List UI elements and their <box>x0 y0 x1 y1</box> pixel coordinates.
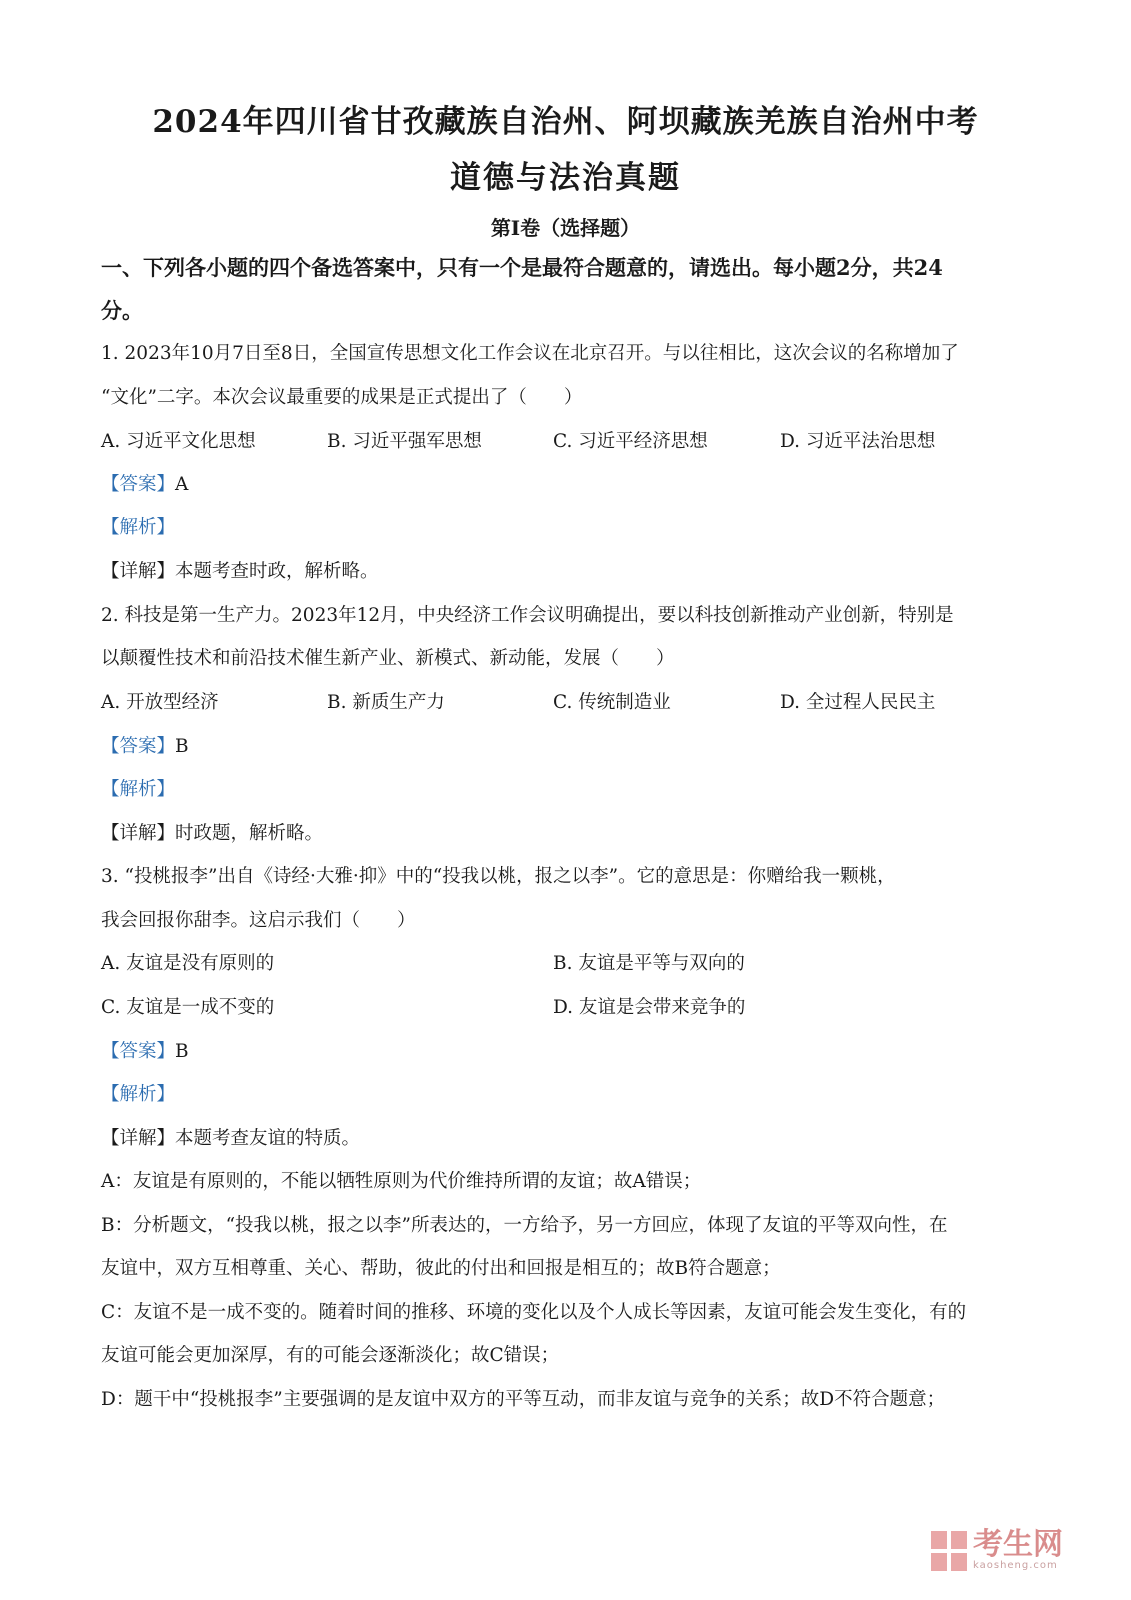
q1-option-b: B. 习近平强军思想 <box>327 431 482 452</box>
q3-explain-line: 友谊中，双方互相尊重、关心、帮助，彼此的付出和回报是相互的；故B符合题意； <box>101 1258 781 1279</box>
q3-explain-line: C：友谊不是一成不变的。随着时间的推移、环境的变化以及个人成长等因素，友谊可能会发生变化，有的 <box>101 1302 967 1323</box>
answer-value: A <box>175 474 189 495</box>
q3-explain-line: B：分析题文，“投我以桃，报之以李”所表达的，一方给予，另一方回应，体现了友谊的平等双向性，在 <box>101 1215 948 1236</box>
q3-explain-line: A：友谊是有原则的，不能以牺牲原则为代价维持所谓的友谊；故A错误； <box>101 1171 702 1192</box>
section-instruction-2: 分。 <box>101 298 143 323</box>
q2-stem-line-2: 以颠覆性技术和前沿技术催生新产业、新模式、新动能，发展（ ） <box>101 648 675 669</box>
q1-option-d: D. 习近平法治思想 <box>780 431 936 452</box>
q2-detail: 【详解】时政题，解析略。 <box>101 823 324 844</box>
answer-tag: 【答案】 <box>101 736 176 757</box>
q3-option-d: D. 友谊是会带来竞争的 <box>553 997 746 1018</box>
analysis-tag: 【解析】 <box>101 1084 176 1105</box>
q1-stem-line-2: “文化”二字。本次会议最重要的成果是正式提出了（ ） <box>101 387 583 408</box>
q3-analysis <box>101 1082 1031 1108</box>
q3-detail: 【详解】本题考查友谊的特质。 <box>101 1128 361 1149</box>
q2-option-c: C. 传统制造业 <box>553 692 671 713</box>
q3-explain-line: 友谊可能会更加深厚，有的可能会逐渐淡化；故C错误； <box>101 1345 560 1366</box>
q2-option-b: B. 新质生产力 <box>327 692 445 713</box>
q3-stem-line-1: 3. “投桃报李”出自《诗经·大雅·抑》中的“投我以桃，报之以李”。它的意思是：你赠给我一颗桃， <box>101 866 896 887</box>
analysis-tag: 【解析】 <box>101 517 176 538</box>
volume-heading: 第Ⅰ卷（选择题） <box>490 216 641 240</box>
q2-option-d: D. 全过程人民民主 <box>780 692 936 713</box>
q3-option-c: C. 友谊是一成不变的 <box>101 997 275 1018</box>
answer-value: B <box>175 1041 189 1062</box>
q1-option-a: A. 习近平文化思想 <box>101 431 256 452</box>
q3-stem-line-2: 我会回报你甜李。这启示我们（ ） <box>101 910 416 931</box>
q1-option-c: C. 习近平经济思想 <box>553 431 708 452</box>
q3-option-b: B. 友谊是平等与双向的 <box>553 953 745 974</box>
q2-analysis <box>101 777 1031 803</box>
q3-explain-line: D：题干中“投桃报李”主要强调的是友谊中双方的平等互动，而非友谊与竞争的关系；故D不符合题意； <box>101 1389 946 1410</box>
section-instruction-1: 一、下列各小题的四个备选答案中，只有一个是最符合题意的，请选出。每小题2分，共24 <box>101 255 943 280</box>
q1-detail: 【详解】本题考查时政，解析略。 <box>101 561 379 582</box>
analysis-tag: 【解析】 <box>101 779 176 800</box>
title-line-1: 2024年四川省甘孜藏族自治州、阿坝藏族羌族自治州中考 <box>152 104 979 140</box>
q2-stem-line-1: 2. 科技是第一生产力。2023年12月，中央经济工作会议明确提出，要以科技创新推动产业创新，特别是 <box>101 605 954 626</box>
q3-option-a: A. 友谊是没有原则的 <box>101 953 275 974</box>
watermark-logo-icon <box>931 1531 967 1571</box>
answer-tag: 【答案】 <box>101 1041 176 1062</box>
q2-answer <box>101 734 1031 760</box>
q2-option-a: A. 开放型经济 <box>101 692 219 713</box>
q3-answer <box>101 1039 1031 1065</box>
watermark-name: 考生网 <box>973 1527 1063 1562</box>
q1-answer <box>101 472 1031 498</box>
answer-value: B <box>175 736 189 757</box>
answer-tag: 【答案】 <box>101 474 176 495</box>
q1-stem-line-1: 1. 2023年10月7日至8日，全国宣传思想文化工作会议在北京召开。与以往相比，这次会议的名称增加了 <box>101 343 959 364</box>
watermark-site: kaosheng.com <box>973 1560 1058 1571</box>
q1-analysis <box>101 515 1031 541</box>
title-line-2: 道德与法治真题 <box>450 160 681 196</box>
watermark <box>931 1528 1091 1574</box>
